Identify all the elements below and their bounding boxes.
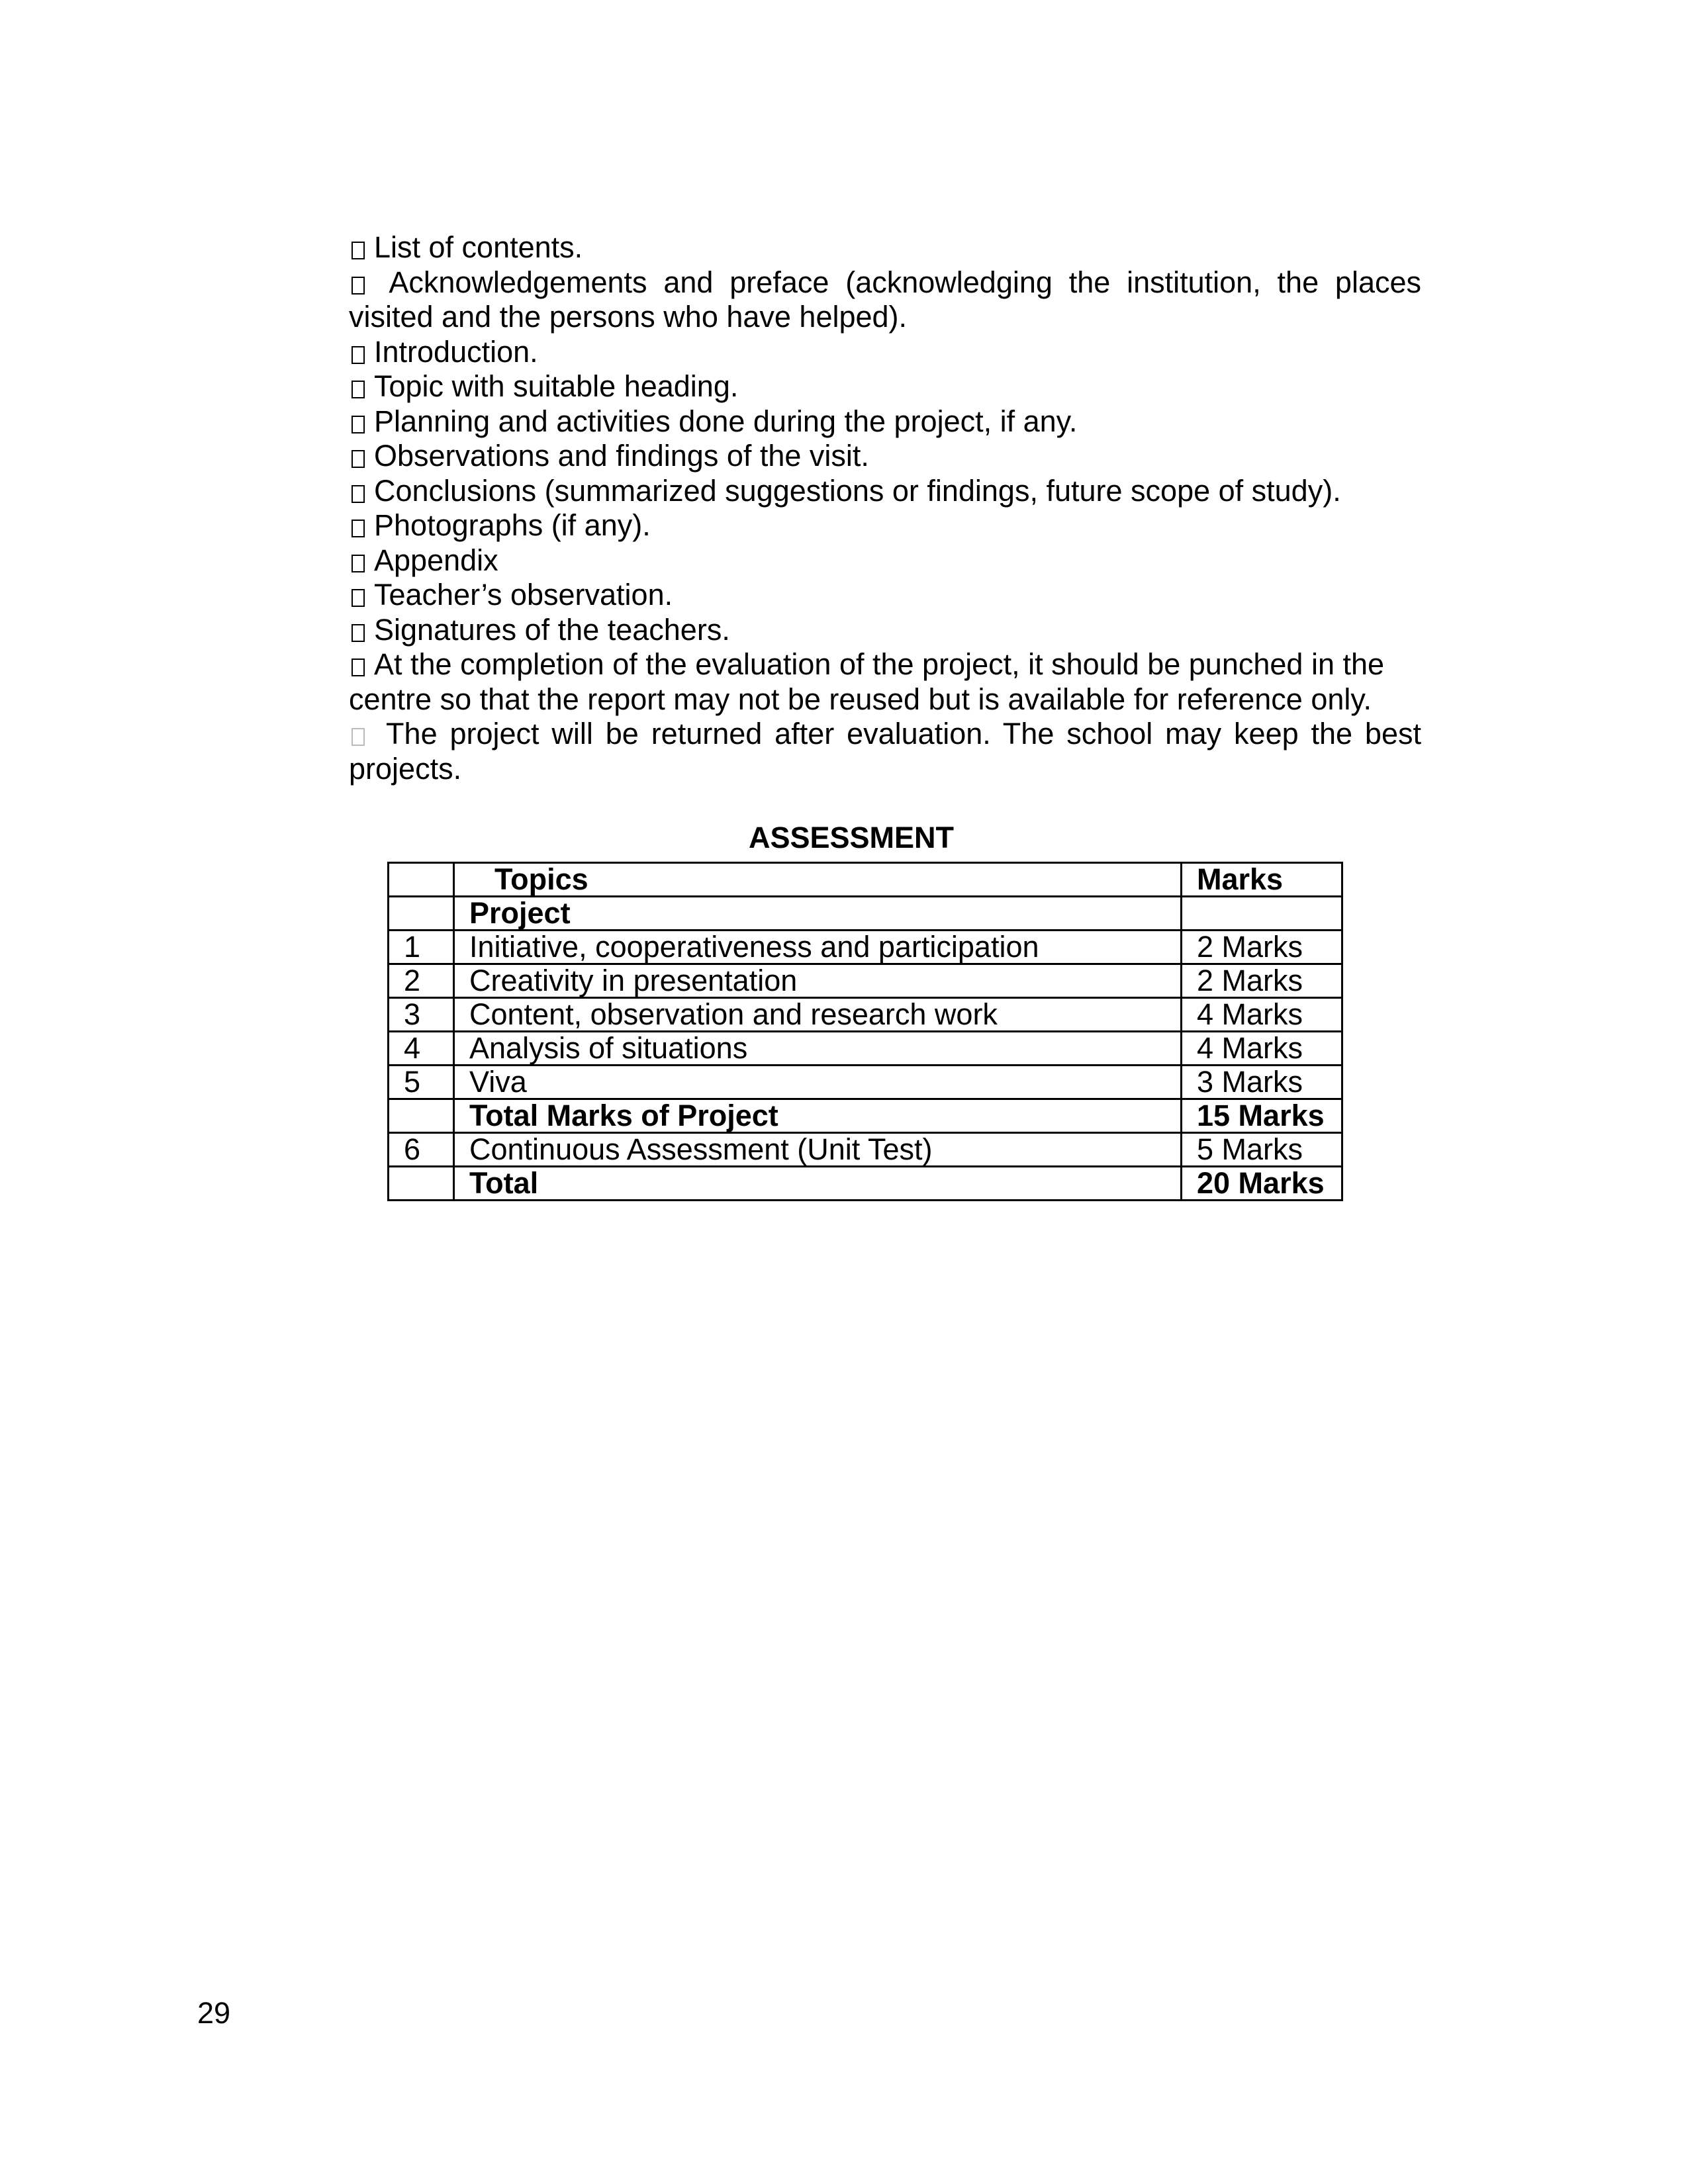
table-row <box>389 1133 1342 1167</box>
row-num <box>389 1099 454 1133</box>
row-topic: Analysis of situations <box>454 1032 1182 1066</box>
bullet-item: The project will be returned after evaluation. The school may keep the best projects. <box>349 717 1421 786</box>
row-topic: Total Marks of Project <box>454 1099 1182 1133</box>
bullet-box-icon <box>352 277 365 295</box>
bullet-item: Teacher’s observation. <box>349 578 1421 613</box>
bullet-item: Introduction. <box>349 335 1421 370</box>
row-marks: 3 Marks <box>1182 1066 1342 1099</box>
bullet-item: At the completion of the evaluation of the project, it should be punched in the centre so that the report may not be reused but is available for reference only. <box>349 647 1385 716</box>
bullet-item: Photographs (if any). <box>349 508 1421 543</box>
row-topic: Project <box>454 897 1182 931</box>
bullet-list <box>349 230 1421 786</box>
header-marks: Marks <box>1182 863 1342 897</box>
bullet-item: Appendix <box>349 543 1421 578</box>
table-row-subtotal <box>389 1099 1342 1133</box>
assessment-title: ASSESSMENT <box>748 821 955 854</box>
row-marks: 20 Marks <box>1182 1167 1342 1201</box>
table-row <box>389 964 1342 998</box>
row-topic: Continuous Assessment (Unit Test) <box>454 1133 1182 1167</box>
row-marks: 5 Marks <box>1182 1133 1342 1167</box>
row-topic: Initiative, cooperativeness and participation <box>454 931 1182 964</box>
row-num: 3 <box>389 998 454 1032</box>
bullet-box-icon <box>352 728 365 746</box>
table-header-row <box>389 863 1342 897</box>
row-topic: Total <box>454 1167 1182 1201</box>
bullet-box-icon <box>352 520 365 537</box>
row-num: 6 <box>389 1133 454 1167</box>
table-row-total <box>389 1167 1342 1201</box>
row-marks: 2 Marks <box>1182 964 1342 998</box>
bullet-box-icon <box>352 659 365 676</box>
row-num: 5 <box>389 1066 454 1099</box>
row-marks <box>1182 897 1342 931</box>
table-row <box>389 931 1342 964</box>
bullet-item: Acknowledgements and preface (acknowledging the institution, the places visited and the persons who have helped). <box>349 265 1421 334</box>
row-num: 2 <box>389 964 454 998</box>
bullet-item: Planning and activities done during the project, if any. <box>349 404 1421 439</box>
bullet-item: Observations and findings of the visit. <box>349 439 1421 474</box>
page-number: 29 <box>197 1996 231 2030</box>
bullet-item: Topic with suitable heading. <box>349 369 1421 404</box>
table-row <box>389 1066 1342 1099</box>
bullet-box-icon <box>352 624 365 642</box>
bullet-box-icon <box>352 589 365 607</box>
bullet-box-icon <box>352 416 365 433</box>
bullet-item: Signatures of the teachers. <box>349 613 1421 648</box>
row-marks: 4 Marks <box>1182 1032 1342 1066</box>
table-row <box>389 998 1342 1032</box>
table-row <box>389 1032 1342 1066</box>
row-marks: 4 Marks <box>1182 998 1342 1032</box>
bullet-box-icon <box>352 485 365 503</box>
bullet-item: Conclusions (summarized suggestions or findings, future scope of study). <box>349 474 1421 509</box>
bullet-box-icon <box>352 555 365 572</box>
header-num <box>389 863 454 897</box>
row-marks: 2 Marks <box>1182 931 1342 964</box>
header-topics: Topics <box>454 863 1182 897</box>
assessment-table <box>387 862 1343 1201</box>
row-num <box>389 1167 454 1201</box>
row-num <box>389 897 454 931</box>
row-topic: Viva <box>454 1066 1182 1099</box>
bullet-box-icon <box>352 242 365 259</box>
bullet-box-icon <box>352 381 365 398</box>
bullet-box-icon <box>352 450 365 468</box>
row-num: 4 <box>389 1032 454 1066</box>
row-num: 1 <box>389 931 454 964</box>
table-row <box>389 897 1342 931</box>
row-topic: Creativity in presentation <box>454 964 1182 998</box>
row-topic: Content, observation and research work <box>454 998 1182 1032</box>
row-marks: 15 Marks <box>1182 1099 1342 1133</box>
bullet-item: List of contents. <box>349 230 1421 265</box>
bullet-box-icon <box>352 346 365 364</box>
